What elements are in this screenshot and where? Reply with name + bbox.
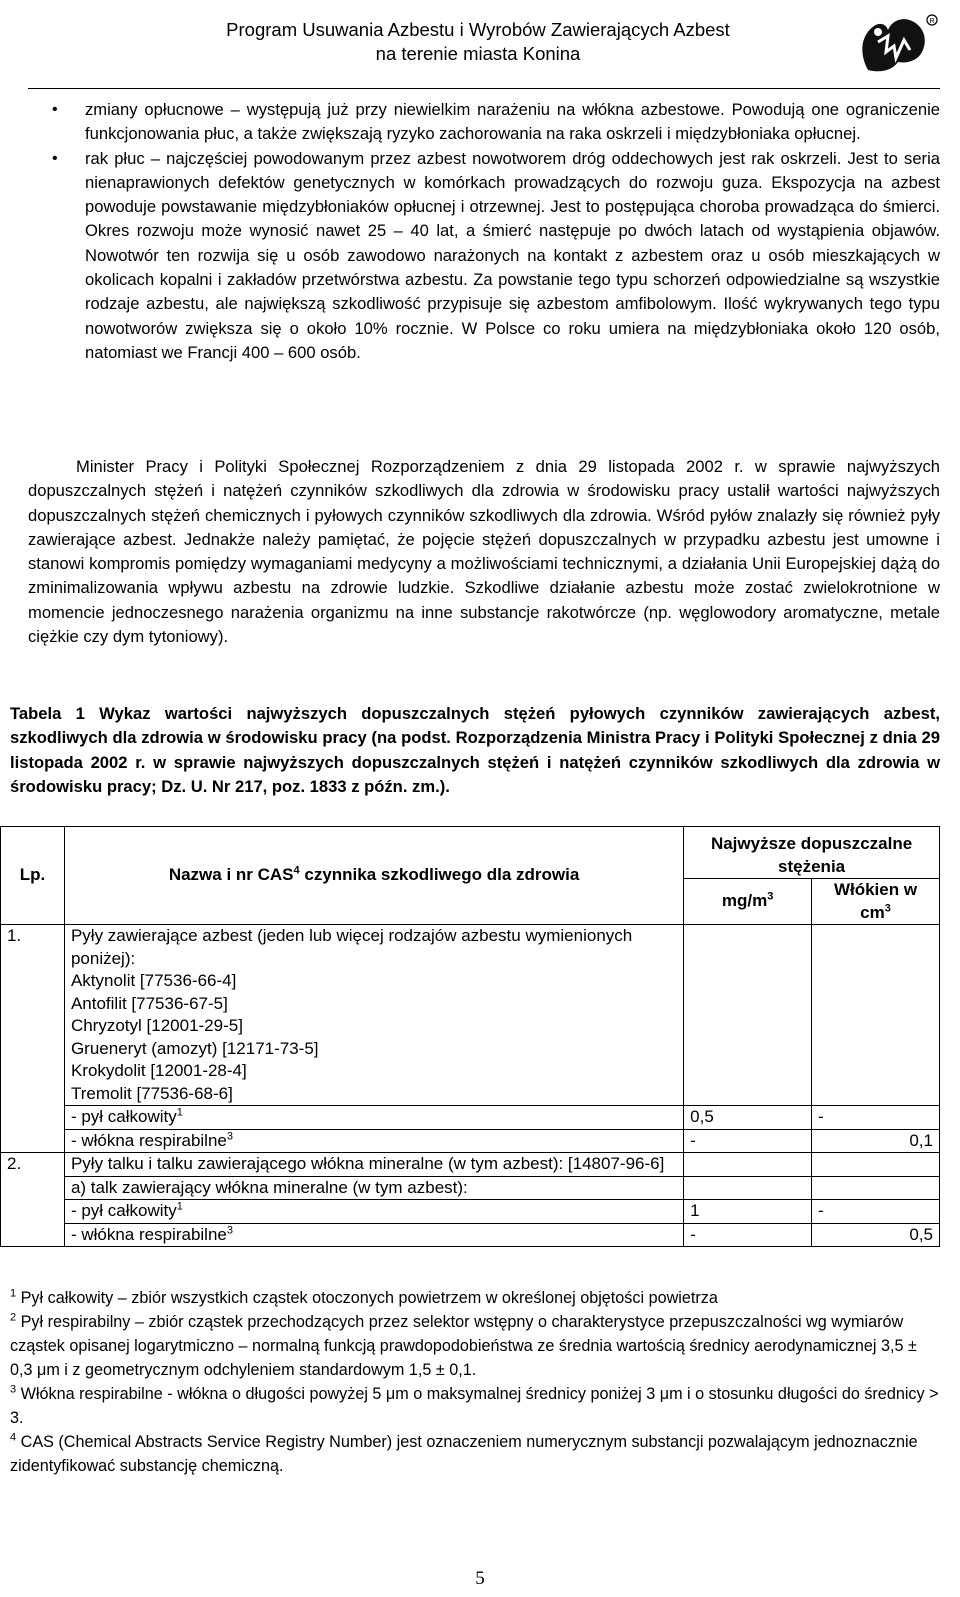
row-dust-mg: 0,5 (684, 1106, 812, 1130)
header-title (138, 18, 818, 66)
footnotes (10, 1286, 940, 1478)
substance-item: Aktynolit [77536-66-4] (70, 971, 237, 990)
table-caption: Tabela 1 Wykaz wartości najwyższych dopuszczalnych stężeń pyłowych czynników zawierających azbest, szkodliwych dla zdrowia w środowisku pracy (na podst. Rozporządzenia Ministra Pracy i Polityki Społecznej z dnia 29 listopada 2002 r. w sprawie najwyższych dopuszczalnych stężeń i natężeń czynników szkodliwych dla zdrowia w środowisku pracy; Dz. U. Nr 217, poz. 1833 z późn. zm.). (10, 704, 940, 796)
page-header (0, 12, 960, 72)
table-row (1, 1200, 940, 1224)
table-row (1, 1223, 940, 1247)
row-resp-mg: - (684, 1129, 812, 1153)
header-fibres: Włókien w $cm^3$ (812, 879, 940, 925)
bullet-item: • zmiany opłucnowe – występują już przy niewielkim narażeniu na włókna azbestowe. Powodują one ograniczenie funkcjonowania płuc, a także zwiększają ryzyko zachorowania na raka oskrzeli i międzybłoniaka opłucnej. (28, 98, 940, 147)
header-mg: $mg/m^3$ (684, 879, 812, 925)
row-resp-label: - włókna respirabilne$^3$ (64, 1129, 683, 1153)
row-lp: 2. (1, 1153, 65, 1177)
row-dust-label: - pył całkowity$^1$ (64, 1106, 683, 1130)
limits-table (0, 826, 940, 1247)
row-dust-mg: 1 (684, 1200, 812, 1224)
row-name: Pyły zawierające azbest (jeden lub więcej rodzajów azbestu wymienionych poniżej): Aktynolit [77536-66-4] Antofilit [77536-67-5] Chryzotyl [12001-29-5] Grueneryt (amozyt) [12171-73-5] Krokydolit [12001-28-4] Tremolit [77536-68-6] (64, 925, 683, 1106)
footnote: $^3$ Włókna respirabilne - włókna o długości powyżej 5 μm o maksymalnej średnicy poniżej 3 μm i o stosunku długości do średnicy > 3. (10, 1383, 939, 1427)
city-crest-logo-icon (848, 12, 940, 76)
footnote: $^1$ Pył całkowity – zbiór wszystkich cząstek otoczonych powietrzem w określonej objętości powietrza (10, 1287, 718, 1307)
footnote: $^4$ CAS (Chemical Abstracts Service Registry Number) jest oznaczeniem numerycznym substancji pozwalającym jednoznacznie zidentyfikować substancję chemiczną. (10, 1431, 918, 1475)
substance-item: Tremolit [77536-68-6] (70, 1083, 233, 1103)
table-header-row (1, 827, 940, 879)
row-name: Pyły talku i talku zawierającego włókna mineralne (w tym azbest): [14807-96-6] (64, 1153, 683, 1177)
substance-item: Chryzotyl [12001-29-5] (70, 1016, 243, 1035)
substance-item: Antofilit [77536-67-5] (70, 993, 228, 1013)
bullet-item: • rak płuc – najczęściej powodowanym przez azbest nowotworem dróg oddechowych jest rak oskrzeli. Jest to seria nienaprawionych defektów genetycznych w komórkach prowadzących do rozwoju guza. Ekspozycja na azbest powoduje powstawanie międzybłoniaków opłucnej i otrzewnej. Jest to postępująca choroba prowadząca do śmierci. Okres rozwoju może wynosić nawet 25 – 40 lat, a śmierć następuje po dwóch latach od wystąpienia objawów. Nowotwór ten rozwija się u osób zawodowo narażonych na kontakt z azbestem oraz u osób mieszkających w okolicach kopalni i zakładów przetwórstwa azbestu. Za powstanie tego typu schorzeń odpowiedzialne są wszystkie rodzaje azbestu, ale największą szkodliwość przypisuje się azbestom amfibolowym. Ilość wykrywanych tego typu nowotworów zwiększa się o około 10% rocznie. W Polsce co roku umiera na międzybłoniaka około 120 osób, natomiast we Francji 400 – 600 osób. (28, 147, 940, 366)
header-divider (28, 88, 940, 89)
row-sub: a) talk zawierający włókna mineralne (w tym azbest): (64, 1176, 683, 1200)
row-resp-fib: 0,5 (812, 1223, 940, 1247)
row-lp: 1. (1, 925, 65, 1106)
table-row (1, 1106, 940, 1130)
row-resp-fib: 0,1 (812, 1129, 940, 1153)
substance-item: Grueneryt (amozyt) [12171-73-5] (70, 1038, 319, 1058)
table-row (1, 1176, 940, 1200)
row-resp-mg: - (684, 1223, 812, 1247)
footnote: $^2$ Pył respirabilny – zbiór cząstek przechodzących przez selektor wstępny o charakterystyce przepuszczalności wg wymiarów cząstek opisanej logarytmiczno – normalną funkcją prawdopodobieństwa ze średnia wartością średnicy aerodynamicznej 3,5 ± 0,3 μm i z geometrycznym odchyleniem standardowym 1,5 ± 0,1. (10, 1311, 917, 1379)
table-row (1, 1153, 940, 1177)
header-name: Nazwa i nr CAS$^4$ czynnika szkodliwego dla zdrowia (64, 827, 683, 925)
svg-text:R: R (929, 18, 935, 25)
row-dust-fib: - (812, 1200, 940, 1224)
body-paragraph: Minister Pracy i Polityki Społecznej Rozporządzeniem z dnia 29 listopada 2002 r. w sprawie najwyższych dopuszczalnych stężeń i natężeń czynników szkodliwych dla zdrowia w środowisku pracy ustalił wartości najwyższych dopuszczalnych stężeń chemicznych i pyłowych czynników szkodliwych dla zdrowia. Wśród pyłów znalazły się również pyły zawierające azbest. Jednakże należy pamiętać, że pojęcie stężeń dopuszczalnych w przypadku azbestu jest umowne i stanowi kompromis pomiędzy wymaganiami medycyny a możliwościami technicznymi, a działania Unii Europejskiej dążą do zminimalizowania wpływu azbestu na zdrowie ludzkie. Szkodliwe działanie azbestu może zostać zwielokrotnione w momencie jednoczesnego narażenia organizmu na inne substancje rakotwórcze (np. węglowodory aromatyczne, metale ciężkie czy dym tytoniowy). (28, 457, 940, 647)
header-limits-group: Najwyższe dopuszczalne stężenia (684, 827, 940, 879)
substance-item: Krokydolit [12001-28-4] (70, 1061, 247, 1080)
page-number: 5 (475, 1568, 485, 1589)
header-lp: Lp. (1, 827, 65, 925)
row-dust-fib: - (812, 1106, 940, 1130)
table-row (1, 1129, 940, 1153)
bullet-list (28, 98, 940, 365)
header-title-line1: Program Usuwania Azbestu i Wyrobów Zawierających Azbest (226, 19, 730, 40)
row-dust-label: - pył całkowity$^1$ (64, 1200, 683, 1224)
header-title-line2: na terenie miasta Konina (375, 43, 581, 64)
bullet-section (28, 98, 940, 365)
table-row (1, 925, 940, 1106)
row-resp-label: - włókna respirabilne$^3$ (64, 1223, 683, 1247)
